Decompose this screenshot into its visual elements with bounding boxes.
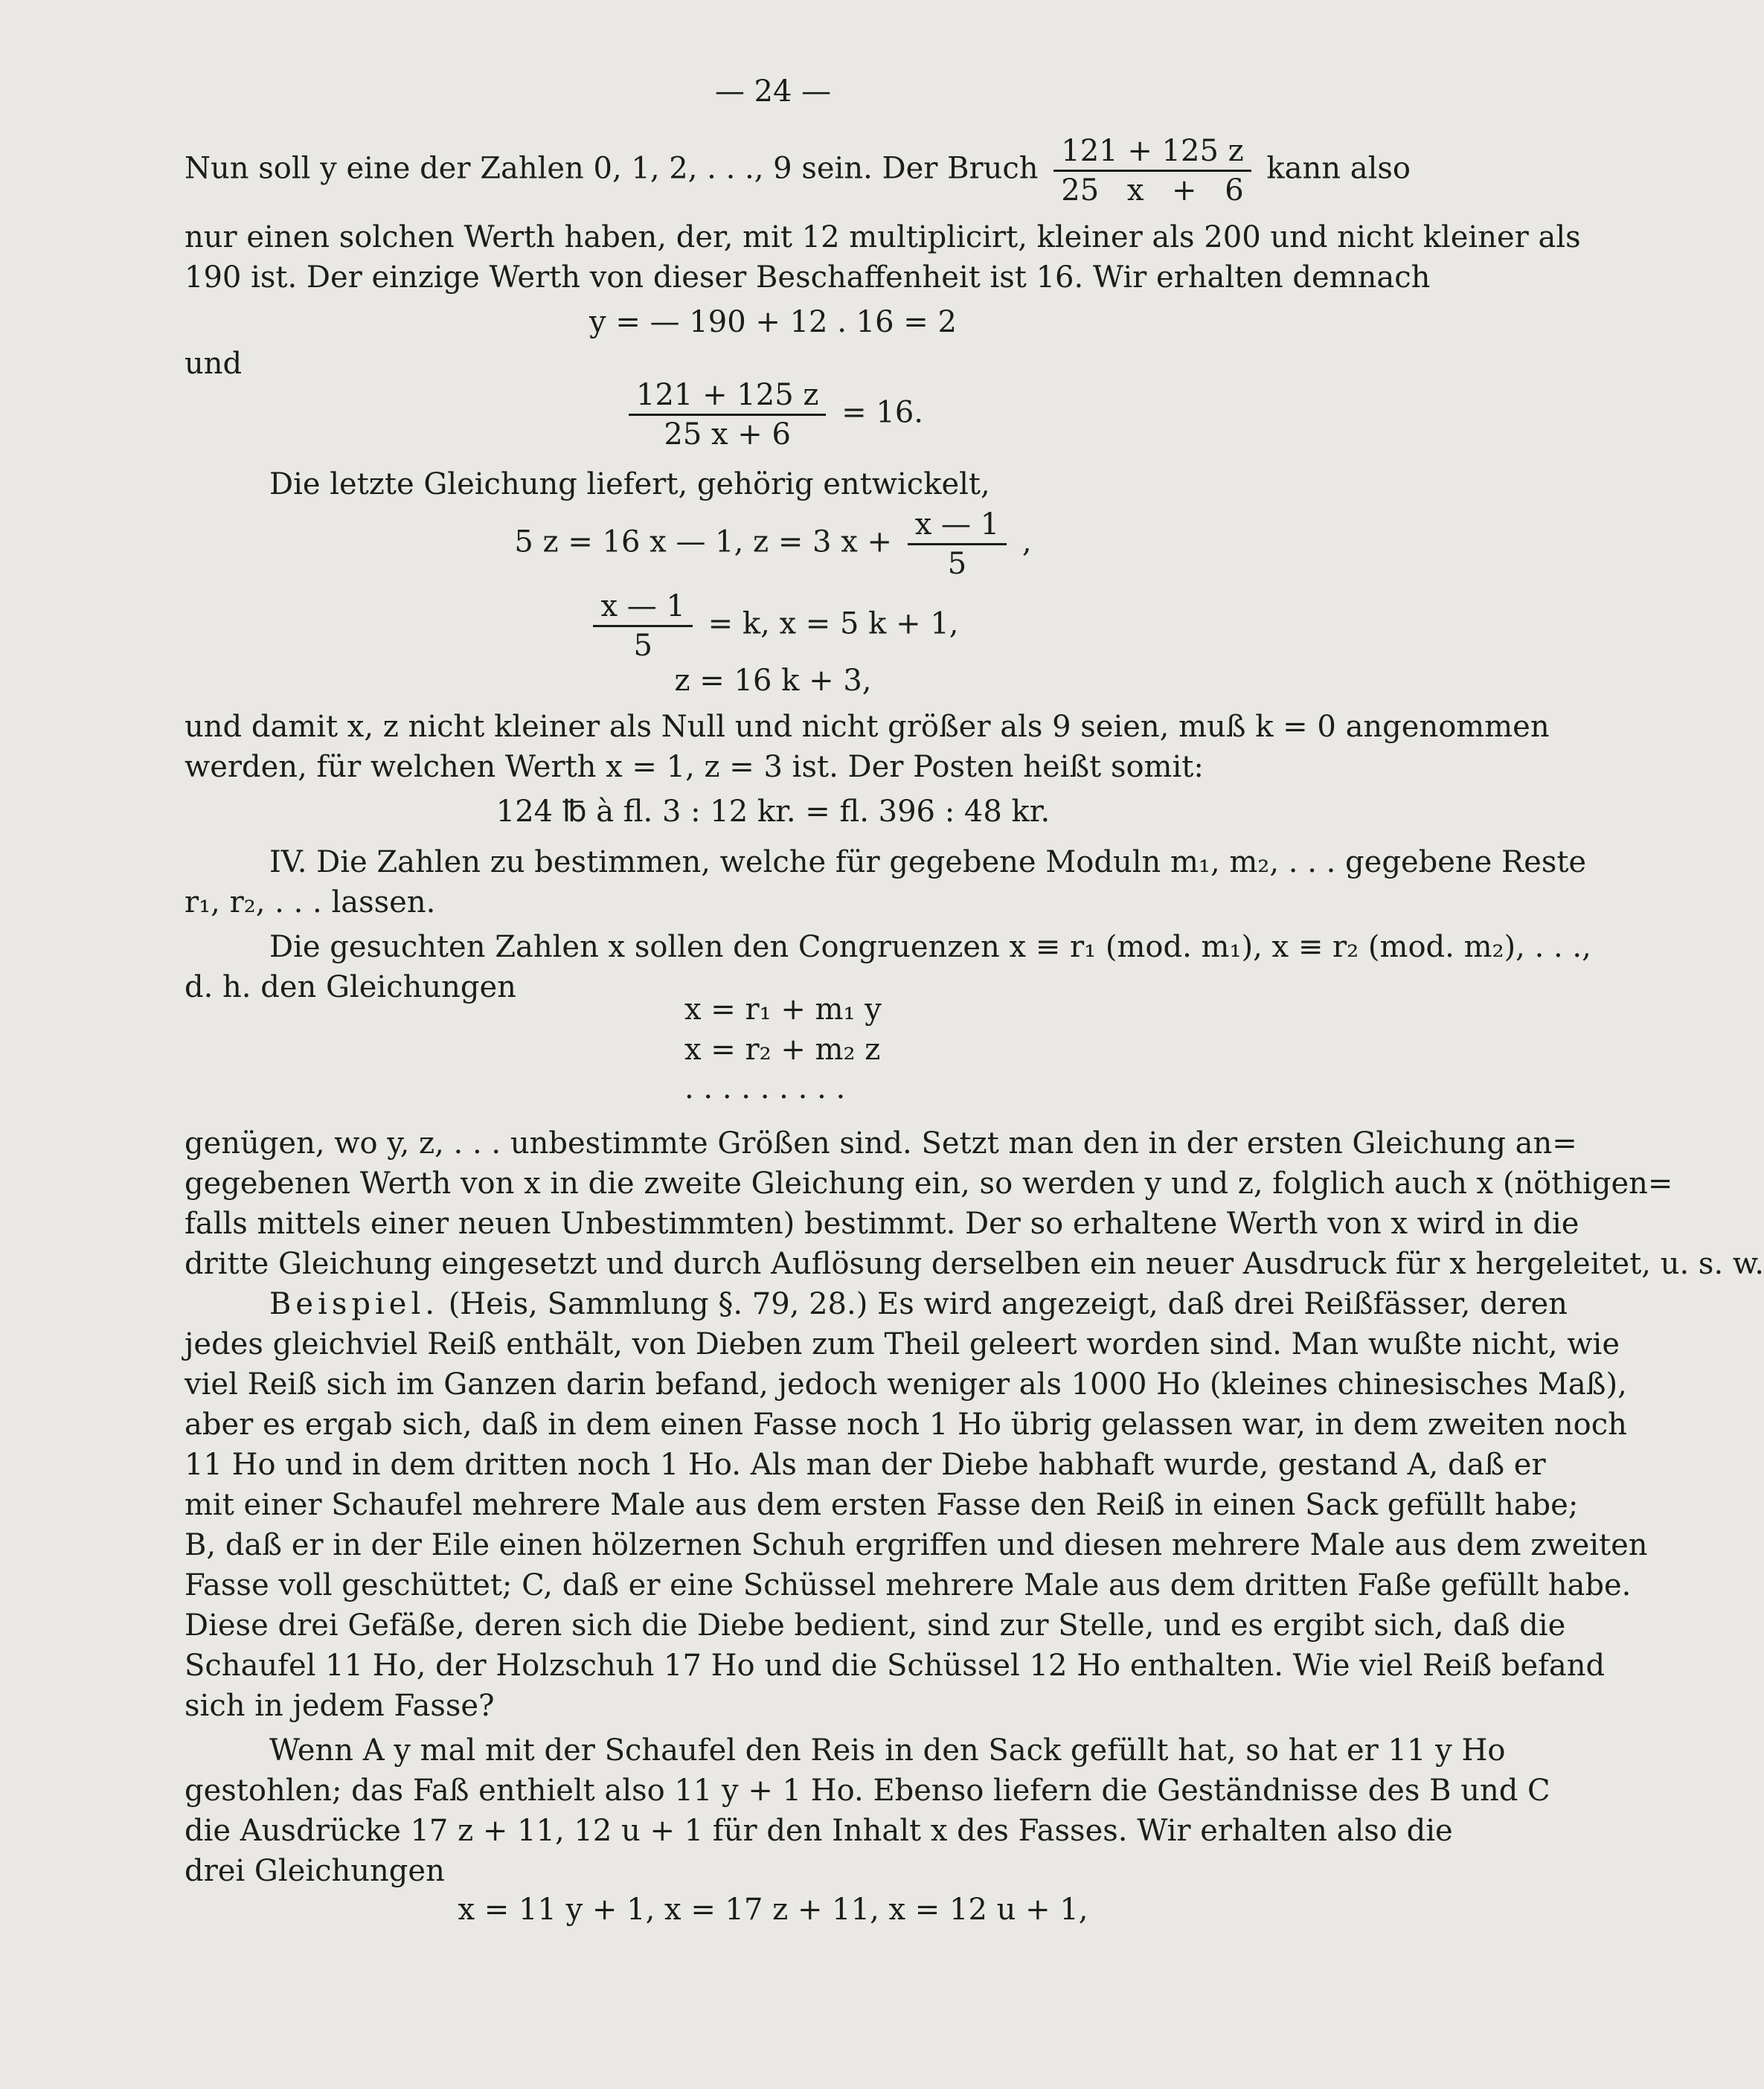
paragraph-line: drei Gleichungen — [185, 1854, 445, 1888]
paragraph-line: jedes gleichviel Reiß enthält, von Dieben zum Theil geleert worden sind. Man wußte nicht, wie — [185, 1327, 1620, 1361]
text-line-3: 190 ist. Der einzige Werth von dieser Beschaffenheit ist 16. Wir erhalten demnach — [185, 260, 1431, 295]
fraction-denominator: 25 x + 6 — [1061, 173, 1244, 208]
equation-rhs: = 16. — [841, 395, 923, 430]
paragraph-line: falls mittels einer neuen Unbestimmten) bestimmt. Der so erhaltene Werth von x wird in die — [185, 1207, 1579, 1241]
fraction-numerator: 121 + 125 z — [629, 378, 826, 416]
equation-y: y = — 190 + 12 . 16 = 2 — [589, 305, 957, 339]
paragraph-line: sich in jedem Fasse? — [185, 1689, 495, 1723]
fraction-denominator: 25 x + 6 — [664, 417, 791, 452]
fraction-denominator: 5 — [633, 629, 652, 663]
text-line-5: und damit x, z nicht kleiner als Null und nicht größer als 9 seien, muß k = 0 angenommen — [185, 710, 1550, 744]
paragraph-line: Schaufel 11 Ho, der Holzschuh 17 Ho und die Schüssel 12 Ho enthalten. Wie viel Reiß befand — [185, 1649, 1606, 1683]
paragraph-line: Fasse voll geschüttet; C, daß er eine Schüssel mehrere Male aus dem dritten Faße gefüllt habe. — [185, 1568, 1632, 1602]
paragraph-line: genügen, wo y, z, . . . unbestimmte Größen sind. Setzt man den in der ersten Gleichung an= — [185, 1126, 1577, 1161]
word-und: und — [185, 347, 243, 381]
beispiel-line — [269, 1284, 1568, 1324]
equation-end: , — [1021, 524, 1032, 559]
paragraph-line: dritte Gleichung eingesetzt und durch Auflösung derselben ein neuer Ausdruck für x hergeleitet, u. s. w. — [185, 1247, 1764, 1281]
paragraph-line: gegebenen Werth von x in die zweite Gleichung ein, so werden y und z, folglich auch x (nöthigen= — [185, 1167, 1673, 1201]
text-line-1 — [185, 134, 1411, 208]
equation-left: 5 z = 16 x — 1, z = 3 x + — [514, 524, 893, 559]
equation-z-k: z = 16 k + 3, — [674, 664, 872, 698]
fraction-numerator: x — 1 — [593, 589, 692, 627]
text-segment: kann also — [1266, 151, 1411, 186]
equation-k — [0, 589, 1546, 663]
fraction-numerator: x — 1 — [908, 507, 1007, 545]
equation-system-2: x = r₂ + m₂ z — [684, 1033, 881, 1067]
page-number: — 24 — — [714, 74, 832, 109]
paragraph-line: B, daß er in der Eile einen hölzernen Schuh ergriffen und diesen mehrere Male aus dem zweiten — [185, 1528, 1648, 1562]
beispiel-text: (Heis, Sammlung §. 79, 28.) Es wird angezeigt, daß drei Reißfässer, deren — [448, 1287, 1568, 1321]
fraction-numerator: 121 + 125 z — [1053, 134, 1251, 172]
paragraph-line: Wenn A y mal mit der Schaufel den Reis in den Sack gefüllt hat, so hat er 11 y Ho — [269, 1733, 1506, 1768]
fraction — [629, 378, 826, 452]
paragraph-line: die Ausdrücke 17 z + 11, 12 u + 1 für den Inhalt x des Fasses. Wir erhalten also die — [185, 1814, 1453, 1848]
text-line-7: IV. Die Zahlen zu bestimmen, welche für gegebene Moduln m₁, m₂, . . . gegebene Reste — [269, 845, 1587, 879]
text-line-10: d. h. den Gleichungen — [185, 970, 516, 1004]
text-line-8: r₁, r₂, . . . lassen. — [185, 885, 436, 920]
paragraph-line: mit einer Schaufel mehrere Male aus dem ersten Fasse den Reiß in einen Sack gefüllt habe; — [185, 1488, 1579, 1522]
equation-fraction-16 — [0, 378, 1546, 452]
text-line-2: nur einen solchen Werth haben, der, mit 12 multiplicirt, kleiner als 200 und nicht kleiner als — [185, 220, 1581, 254]
paragraph-line: 11 Ho und in dem dritten noch 1 Ho. Als man der Diebe habhaft wurde, gestand A, daß er — [185, 1448, 1546, 1482]
text-line-4: Die letzte Gleichung liefert, gehörig entwickelt, — [269, 467, 990, 501]
equation-z — [0, 507, 1546, 581]
fraction — [908, 507, 1007, 581]
paragraph-line: gestohlen; das Faß enthielt also 11 y + 1 Ho. Ebenso liefern die Geständnisse des B und C — [185, 1774, 1550, 1808]
text-line-9: Die gesuchten Zahlen x sollen den Congruenzen x ≡ r₁ (mod. m₁), x ≡ r₂ (mod. m₂), . . ., — [269, 930, 1591, 964]
paragraph-line: Diese drei Gefäße, deren sich die Diebe bedient, sind zur Stelle, und es ergibt sich, daß die — [185, 1608, 1566, 1643]
paragraph-line: aber es ergab sich, daß in dem einen Fasse noch 1 Ho übrig gelassen war, in dem zweiten noch — [185, 1408, 1627, 1442]
equation-system-1: x = r₁ + m₁ y — [684, 992, 882, 1027]
text-segment: Nun soll y eine der Zahlen 0, 1, 2, . . ., 9 sein. Der Bruch — [185, 151, 1039, 186]
equation-final: x = 11 y + 1, x = 17 z + 11, x = 12 u + 1, — [458, 1893, 1088, 1927]
equation-rhs: = k, x = 5 k + 1, — [708, 606, 959, 641]
text-line-6: werden, für welchen Werth x = 1, z = 3 ist. Der Posten heißt somit: — [185, 750, 1204, 784]
fraction-denominator: 5 — [947, 547, 967, 581]
fraction-bruch — [1053, 134, 1251, 208]
equation-posten: 124 ℔ à fl. 3 : 12 kr. = fl. 396 : 48 kr. — [495, 795, 1051, 829]
equation-system-dots: . . . . . . . . . — [684, 1071, 846, 1106]
beispiel-label: Beispiel. — [269, 1287, 439, 1321]
paragraph-line: viel Reiß sich im Ganzen darin befand, jedoch weniger als 1000 Ho (kleines chinesisches Maß), — [185, 1367, 1627, 1402]
fraction — [593, 589, 692, 663]
